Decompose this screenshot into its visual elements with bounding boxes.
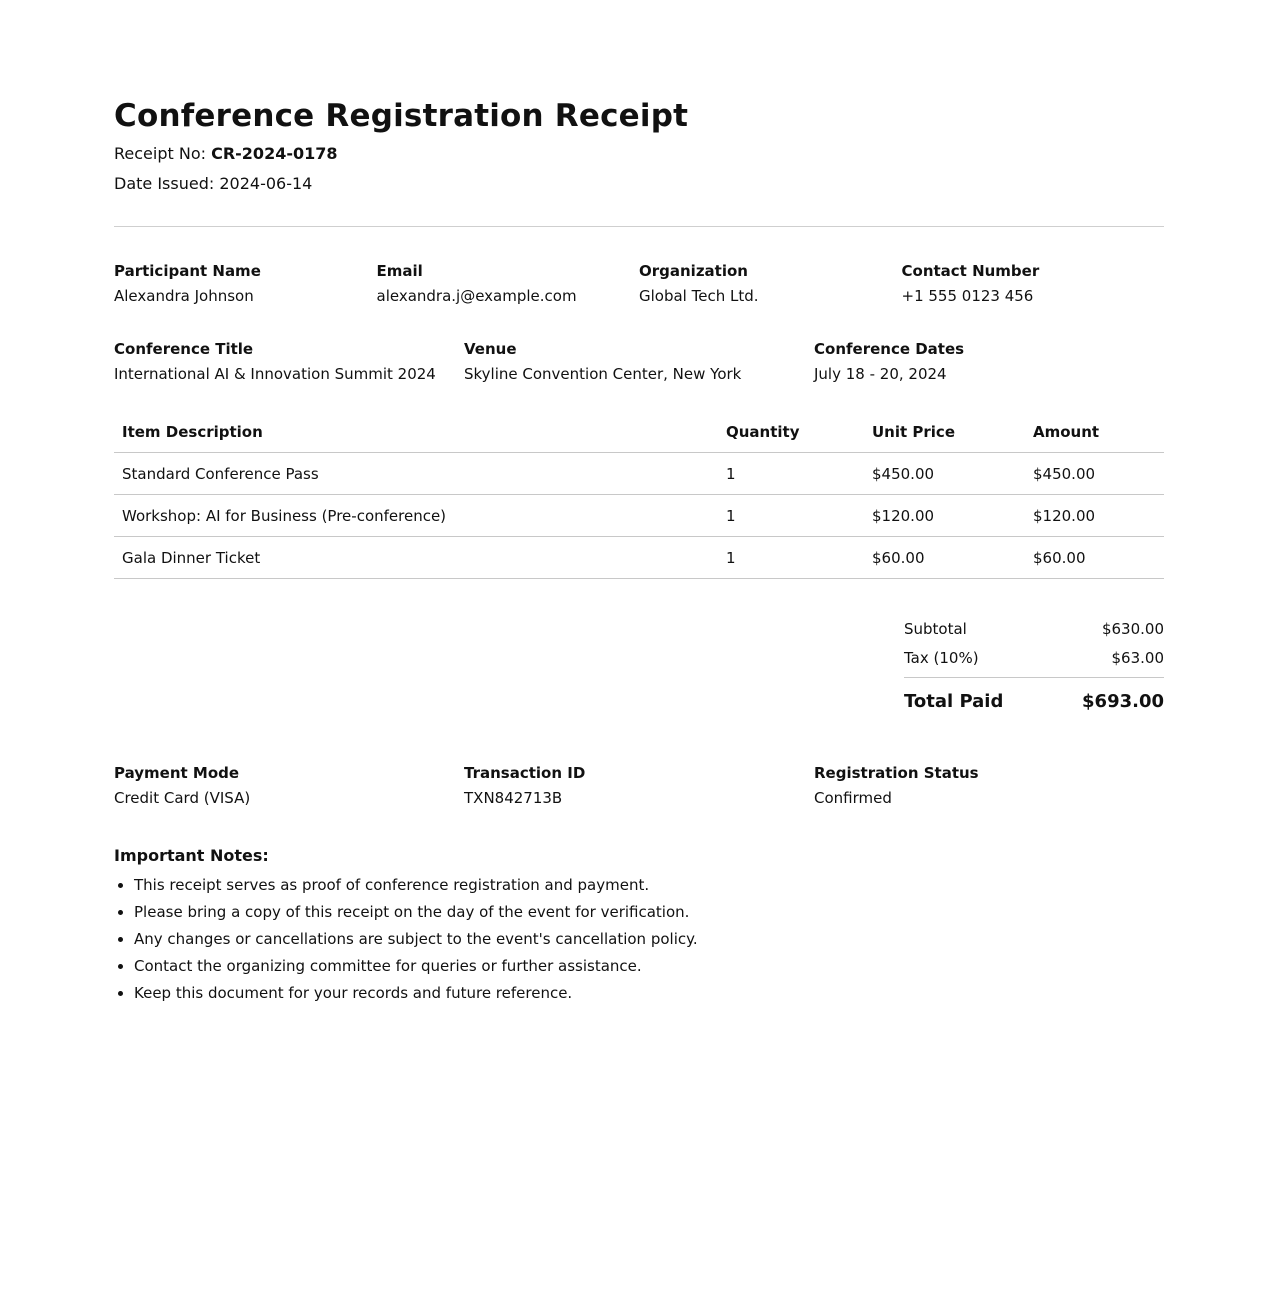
subtotal-row [904,619,1164,639]
total-paid-value: $693.00 [1082,691,1164,712]
conference-dates-field [814,339,1164,384]
item-amount: $120.00 [1025,495,1164,537]
item-description: Standard Conference Pass [114,453,718,495]
total-paid-label: Total Paid [904,691,1004,712]
contact-number-value: +1 555 0123 456 [901,287,1034,305]
date-issued-value: 2024-06-14 [219,174,313,193]
column-header-unit-price: Unit Price [864,422,1025,453]
receipt-number: CR-2024-0178 [211,144,338,163]
transaction-id-field [464,763,814,808]
venue-field [464,339,814,384]
contact-number-label: Contact Number [901,262,1040,280]
participant-name-value: Alexandra Johnson [114,287,254,305]
table-header-row [114,422,1164,453]
list-item: • Please bring a copy of this receipt on the day of the event for verification. [134,902,1164,922]
item-amount: $450.00 [1025,453,1164,495]
registration-status-field [814,763,1164,808]
conference-dates-label: Conference Dates [814,340,965,358]
venue-value: Skyline Convention Center, New York [464,365,742,383]
column-header-quantity: Quantity [718,422,864,453]
column-header-description: Item Description [114,422,718,453]
item-description: Gala Dinner Ticket [114,537,718,579]
item-quantity: 1 [718,537,864,579]
list-item: • Any changes or cancellations are subject to the event's cancellation policy. [134,929,1164,949]
item-quantity: 1 [718,495,864,537]
contact-number-field [902,261,1165,306]
header-divider [114,226,1164,227]
item-unit-price: $120.00 [864,495,1025,537]
email-field [377,261,640,306]
items-table [114,422,1164,579]
organization-value: Global Tech Ltd. [639,287,759,305]
participant-info [114,261,1164,306]
total-paid-row [904,677,1164,714]
payment-mode-label: Payment Mode [114,764,240,782]
item-quantity: 1 [718,453,864,495]
organization-field [639,261,902,306]
payment-info [114,763,1164,808]
tax-row [904,648,1164,668]
participant-name-field [114,261,377,306]
list-item: • This receipt serves as proof of conference registration and payment. [134,875,1164,895]
page-title: Conference Registration Receipt [114,98,689,134]
registration-status-label: Registration Status [814,764,979,782]
notes-list [114,875,1164,1003]
conference-title-field [114,339,464,384]
payment-mode-value: Credit Card (VISA) [114,789,251,807]
date-issued-line [114,174,1164,194]
tax-value: $63.00 [1111,649,1164,667]
organization-label: Organization [639,262,748,280]
table-row [114,495,1164,537]
subtotal-label: Subtotal [904,620,967,638]
transaction-id-value: TXN842713B [464,789,563,807]
item-amount: $60.00 [1025,537,1164,579]
totals-summary [904,619,1164,714]
email-label: Email [376,262,423,280]
conference-title-label: Conference Title [114,340,254,358]
date-issued-label: Date Issued: [114,174,215,193]
item-description: Workshop: AI for Business (Pre-conference) [114,495,718,537]
conference-title-value: International AI & Innovation Summit 2024 [114,365,436,383]
item-unit-price: $60.00 [864,537,1025,579]
transaction-id-label: Transaction ID [464,764,586,782]
column-header-amount: Amount [1025,422,1164,453]
tax-label: Tax (10%) [904,649,979,667]
conference-dates-value: July 18 - 20, 2024 [814,365,947,383]
receipt-number-label: Receipt No: [114,144,206,163]
conference-info [114,339,1164,384]
registration-status-value: Confirmed [814,789,892,807]
participant-name-label: Participant Name [114,262,261,280]
subtotal-value: $630.00 [1101,620,1164,638]
list-item: • Contact the organizing committee for queries or further assistance. [134,956,1164,976]
receipt-number-line [114,144,1164,164]
venue-label: Venue [464,340,517,358]
email-value: alexandra.j@example.com [376,287,577,305]
item-unit-price: $450.00 [864,453,1025,495]
table-row [114,453,1164,495]
payment-mode-field [114,763,464,808]
list-item: • Keep this document for your records and future reference. [134,983,1164,1003]
notes-heading: Important Notes: [114,846,269,865]
table-row [114,537,1164,579]
